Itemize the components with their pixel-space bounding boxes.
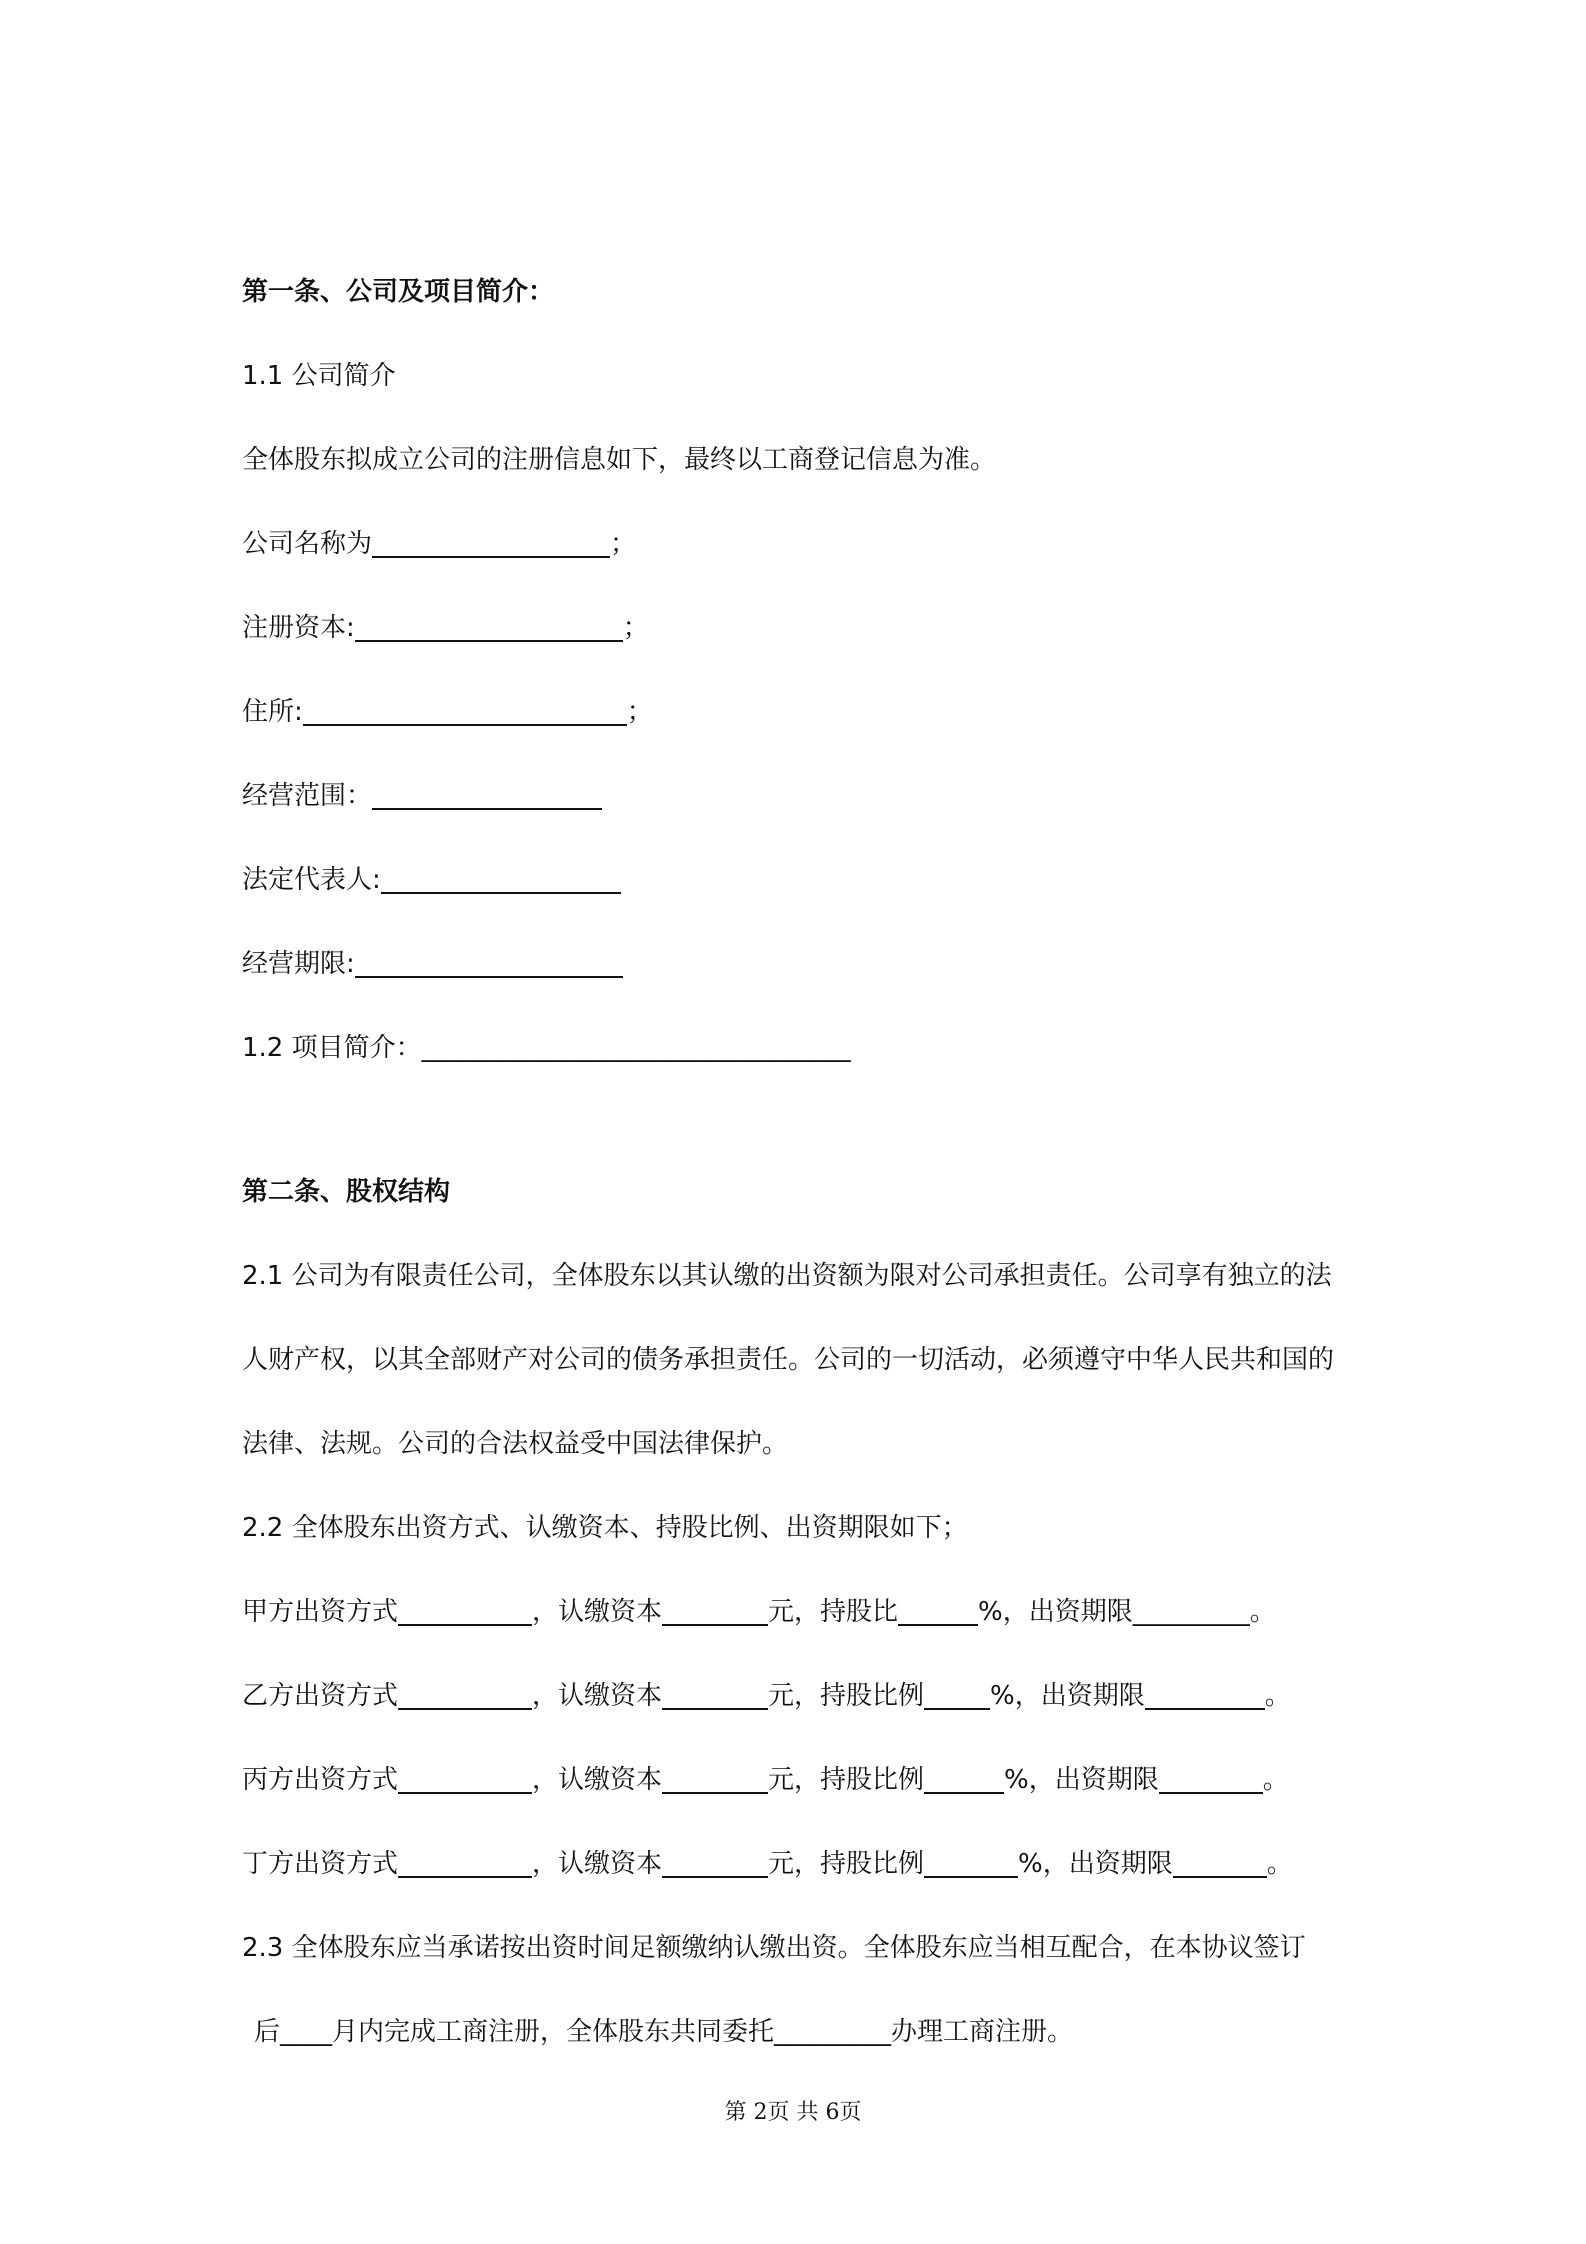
field-company-name xyxy=(242,526,636,562)
row-end: 。 xyxy=(1266,1849,1293,1879)
capital-blank xyxy=(662,1762,768,1794)
section2-heading: 第二条、股权结构 xyxy=(242,1177,451,1207)
field-address xyxy=(242,694,653,730)
party-label: 丙方出资方式 xyxy=(242,1765,399,1795)
legal-representative-blank xyxy=(381,862,621,894)
period-text: _________ xyxy=(1132,1597,1250,1627)
yuan-label: 元，持股比例 xyxy=(768,1765,925,1795)
percent-label: %，出资期限 xyxy=(978,1597,1133,1627)
subscribe-label: ，认缴资本 xyxy=(532,1849,663,1879)
share-ratio-blank xyxy=(924,1846,1018,1878)
section1-heading: 第一条、公司及项目简介： xyxy=(242,277,555,307)
operating-period-blank xyxy=(355,946,623,978)
percent-label: %，出资期限 xyxy=(990,1681,1145,1711)
registered-capital-blank xyxy=(355,610,623,642)
capital-blank xyxy=(662,1846,768,1878)
subscribe-label: ，认缴资本 xyxy=(532,1597,663,1627)
row-end: 。 xyxy=(1264,1681,1291,1711)
field-label: 经营期限: xyxy=(242,949,355,979)
field-operating-period xyxy=(242,946,623,982)
field-end: ； xyxy=(626,697,653,727)
percent-label: %，出资期限 xyxy=(1018,1849,1173,1879)
company-name-blank xyxy=(372,526,610,558)
para-2-2: 2.2 全体股东出资方式、认缴资本、持股比例、出资期限如下； xyxy=(242,1513,968,1543)
subsection-1-2: 1.2 项目简介：_________________________________ xyxy=(242,1033,851,1063)
para-2-1-line3: 法律、法规。公司的合法权益受中国法律保护。 xyxy=(242,1429,789,1459)
field-end: ； xyxy=(610,529,637,559)
share-ratio-blank xyxy=(924,1678,990,1710)
field-label: 注册资本: xyxy=(242,613,355,643)
shareholder-row-d xyxy=(242,1846,1293,1882)
capital-blank xyxy=(662,1594,768,1626)
field-business-scope xyxy=(242,778,602,814)
shareholder-row-b xyxy=(242,1678,1291,1714)
para-2-1-line1: 2.1 公司为有限责任公司，全体股东以其认缴的出资额为限对公司承担责任。公司享有独立的法 xyxy=(242,1261,1332,1291)
field-label: 公司名称为 xyxy=(242,529,373,559)
subscribe-label: ，认缴资本 xyxy=(532,1681,663,1711)
period-blank xyxy=(1159,1762,1263,1794)
field-label: 住所: xyxy=(242,697,303,727)
yuan-label: 元，持股比例 xyxy=(768,1681,925,1711)
page-footer: 第 2页 共 6页 xyxy=(724,2100,862,2125)
period-blank xyxy=(1145,1678,1265,1710)
contribution-method-blank xyxy=(398,1594,532,1626)
row-end: 。 xyxy=(1249,1597,1276,1627)
para-2-3-line2: 后____月内完成工商注册，全体股东共同委托_________办理工商注册。 xyxy=(254,2017,1074,2047)
contribution-method-blank xyxy=(398,1846,532,1878)
contribution-method-blank xyxy=(398,1678,532,1710)
address-blank xyxy=(303,694,627,726)
yuan-label: 元，持股比 xyxy=(768,1597,899,1627)
field-registered-capital xyxy=(242,610,649,646)
row-end: 。 xyxy=(1262,1765,1289,1795)
field-legal-representative xyxy=(242,862,621,898)
field-end: ； xyxy=(622,613,649,643)
field-label: 经营范围： xyxy=(242,781,373,811)
period-blank xyxy=(1173,1846,1267,1878)
capital-blank xyxy=(662,1678,768,1710)
party-label: 乙方出资方式 xyxy=(242,1681,399,1711)
contribution-method-blank xyxy=(398,1762,532,1794)
para-2-1-line2: 人财产权，以其全部财产对公司的债务承担责任。公司的一切活动，必须遵守中华人民共和国的 xyxy=(242,1345,1335,1375)
party-label: 甲方出资方式 xyxy=(242,1597,399,1627)
subsection-1-1: 1.1 公司简介 xyxy=(242,361,396,391)
shareholder-row-c xyxy=(242,1762,1289,1798)
yuan-label: 元，持股比例 xyxy=(768,1849,925,1879)
subscribe-label: ，认缴资本 xyxy=(532,1765,663,1795)
intro-text: 全体股东拟成立公司的注册信息如下，最终以工商登记信息为准。 xyxy=(242,445,997,475)
para-2-3-line1: 2.3 全体股东应当承诺按出资时间足额缴纳认缴出资。全体股东应当相互配合，在本协议签订 xyxy=(242,1933,1306,1963)
share-ratio-blank xyxy=(924,1762,1004,1794)
percent-label: %，出资期限 xyxy=(1004,1765,1159,1795)
party-label: 丁方出资方式 xyxy=(242,1849,399,1879)
field-label: 法定代表人: xyxy=(242,865,381,895)
shareholder-row-a xyxy=(242,1594,1276,1630)
business-scope-blank xyxy=(372,778,602,810)
share-ratio-blank xyxy=(898,1594,978,1626)
